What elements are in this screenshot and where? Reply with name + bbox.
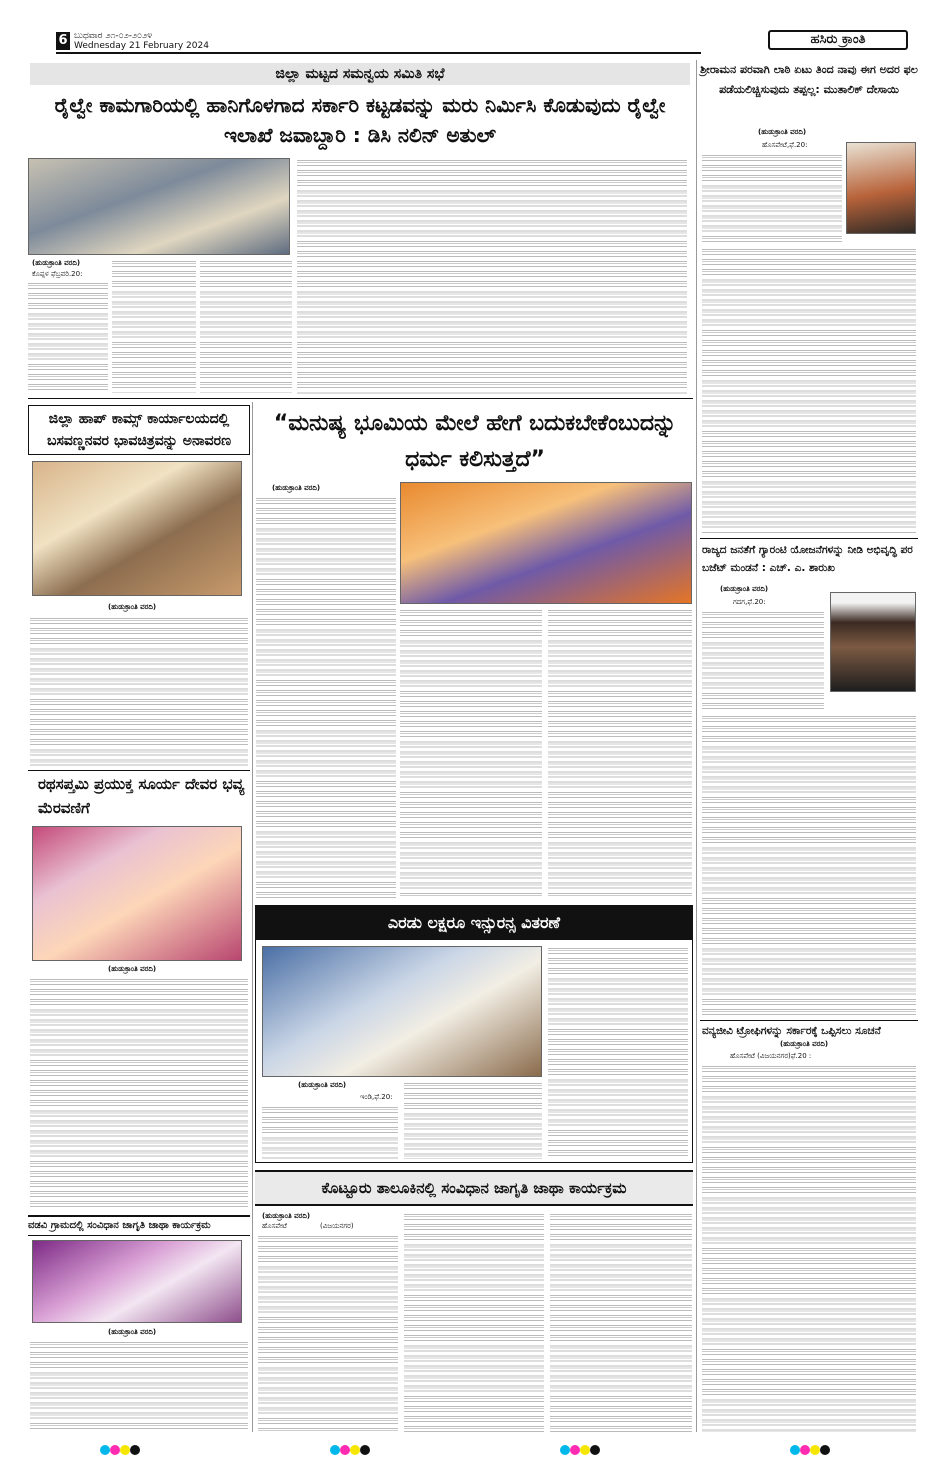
right-story1-dateline: ಹೊಸಪೇಟೆ,ಫೆ.20: <box>762 141 808 149</box>
hopcoms-photo <box>32 461 242 596</box>
lead-body-col1 <box>28 281 108 393</box>
lead-photo-meeting <box>28 158 290 255</box>
dharma-body-col3 <box>548 608 692 898</box>
lead-body-upper <box>297 158 687 394</box>
right-story2-top-rule <box>700 538 918 539</box>
right-story1-body-upper <box>702 153 842 243</box>
dharma-photo-swamiji <box>400 482 692 604</box>
insurance-dateline: ಇಂಡಿ,ಫೆ.20: <box>360 1093 393 1101</box>
hopcoms-headline: ಜಿಲ್ಲಾ ಹಾಪ್ ಕಾಮ್ಸ್ ಕಾರ್ಯಾಲಯದಲ್ಲಿ ಬಸವಣ್ಣನವರ ಭಾವಚಿತ್ರವನ್ನು ಅನಾವರಣ <box>28 405 250 455</box>
left-column-divider <box>252 402 253 1432</box>
insurance-photo-cheque <box>262 946 542 1077</box>
registration-marks-1 <box>100 1440 140 1459</box>
lead-byline: (ಹುಡುಕ್ರಾಂತಿ ವರದಿ) <box>32 259 81 267</box>
date-english: Wednesday 21 February 2024 <box>74 41 209 51</box>
vadavi-photo <box>32 1240 242 1323</box>
page-number: 6 <box>56 32 70 50</box>
kottur-dateline: ಹೊಸಪೇಟೆ <box>262 1222 287 1230</box>
insurance-body-col2 <box>404 1081 542 1159</box>
right-story1-headline: ಶ್ರೀರಾಮನ ಪರವಾಗಿ ಲಾಠಿ ಏಟು ತಿಂದ ನಾವು ಈಗ ಅದರ ಫಲ ಪಡೆಯಲಿಚ್ಚಿಸುವುದು ತಪ್ಪಲ್ಲ: ಮುತಾಲಿಕ್ ದೇಸಾಯಿ <box>700 63 918 96</box>
right-story1-photo <box>846 142 916 234</box>
rath-photo <box>32 826 242 961</box>
right-story2-body-upper <box>702 610 824 710</box>
header-rule <box>56 52 701 54</box>
kottur-byline: (ಹುಡುಕ್ರಾಂತಿ ವರದಿ) <box>262 1212 311 1220</box>
kottur-dateline-district: (ವಿಜಯನಗರ) <box>320 1222 354 1230</box>
rath-top-rule <box>28 770 250 771</box>
right-column-divider <box>696 60 697 1432</box>
right-story3-dateline: ಹೊಸಪೇಟೆ (ವಿಜಯನಗರ)ಫೆ.20 : <box>730 1052 812 1060</box>
issue-date <box>74 31 209 51</box>
right-story3-top-rule <box>700 1020 918 1021</box>
kottur-body-col3 <box>550 1212 692 1432</box>
registration-marks-3 <box>560 1440 600 1459</box>
insurance-byline: (ಹುಡುಕ್ರಾಂತಿ ವರದಿ) <box>298 1081 347 1089</box>
kottur-headline: ಕೊಟ್ಟೂರು ತಾಲೂಕಿನಲ್ಲಿ ಸಂವಿಧಾನ ಜಾಗೃತಿ ಜಾಥಾ ಕಾರ್ಯಕ್ರಮ <box>255 1170 693 1206</box>
right-story3-headline: ವನ್ಯಜೀವಿ ಟ್ರೋಫಿಗಳನ್ನು ಸರ್ಕಾರಕ್ಕೆ ಒಪ್ಪಿಸಲು ಸೂಚನೆ <box>702 1025 881 1037</box>
right-story2-photo-portrait <box>830 592 916 692</box>
right-story2-dateline: ಗದಗ,ಫೆ.20: <box>733 598 766 606</box>
kottur-body-col1 <box>258 1234 398 1432</box>
dharma-byline: (ಹುಡುಕ್ರಾಂತಿ ವರದಿ) <box>272 484 321 492</box>
rath-body <box>30 977 248 1211</box>
right-story2-byline: (ಹುಡುಕ್ರಾಂತಿ ವರದಿ) <box>720 585 769 593</box>
lead-headline: ರೈಲ್ವೇ ಕಾಮಗಾರಿಯಲ್ಲಿ ಹಾನಿಗೊಳಗಾದ ಸರ್ಕಾರಿ ಕಟ್ಟಡವನ್ನು ಮರು ನಿರ್ಮಿಸಿ ಕೊಡುವುದು ರೈಲ್ವೇ ಇಲಾಖೆ ಜವಾಬ್ದಾರಿ : ಡಿಸಿ ನಲಿನ್ ಅತುಲ್ <box>54 93 666 147</box>
dharma-headline: “ಮನುಷ್ಯ ಭೂಮಿಯ ಮೇಲೆ ಹೇಗೆ ಬದುಕಬೇಕೆಂಬುದನ್ನು ಧರ್ಮ ಕಲಿಸುತ್ತದೆ” <box>273 411 677 472</box>
insurance-body-col1 <box>262 1105 398 1159</box>
right-story2-body-lower <box>702 714 916 1016</box>
vadavi-byline: (ಹುಡುಕ್ರಾಂತಿ ವರದಿ) <box>108 1328 157 1336</box>
insurance-body-col3 <box>548 946 688 1159</box>
hopcoms-byline: (ಹುಡುಕ್ರಾಂತಿ ವರದಿ) <box>108 603 157 611</box>
registration-marks-2 <box>330 1440 370 1459</box>
dharma-body-col2 <box>400 608 542 898</box>
rath-headline: ರಥಸಪ್ತಮಿ ಪ್ರಯುಕ್ತ ಸೂರ್ಯ ದೇವರ ಭವ್ಯ ಮೆರವಣಿಗೆ <box>38 775 245 817</box>
right-story1-body-lower <box>702 247 916 533</box>
lead-kicker: ಜಿಲ್ಲಾ ಮಟ್ಟದ ಸಮನ್ವಯ ಸಮಿತಿ ಸಭೆ <box>30 63 690 85</box>
lead-body-col2 <box>112 259 196 393</box>
masthead: ಹಸಿರು ಕ್ರಾಂತಿ <box>768 30 908 50</box>
vadavi-body <box>30 1340 248 1432</box>
registration-marks-4 <box>790 1440 830 1459</box>
right-story3-body <box>702 1064 916 1432</box>
hopcoms-body <box>30 616 248 766</box>
rath-byline: (ಹುಡುಕ್ರಾಂತಿ ವರದಿ) <box>108 965 157 973</box>
insurance-headline: ಎರಡು ಲಕ್ಷರೂ ಇನ್ಸುರನ್ಸ ವಿತರಣೆ <box>256 906 692 940</box>
vadavi-headline: ವಡವಿ ಗ್ರಾಮದಲ್ಲಿ ಸಂವಿಧಾನ ಜಾಗೃತಿ ಜಾಥಾ ಕಾರ್ಯಕ್ರಮ <box>28 1215 250 1236</box>
date-local: ಬುಧವಾರ ೨೧-೦೨-೨೦೨೪ <box>74 31 153 41</box>
lead-bottom-rule <box>28 398 693 399</box>
kottur-body-col2 <box>404 1212 544 1432</box>
right-story1-byline: (ಹುಡುಕ್ರಾಂತಿ ವರದಿ) <box>758 128 807 136</box>
lead-dateline: ಕೊಪ್ಪಳ ಫೆಬ್ರವರಿ.20: <box>32 270 83 278</box>
right-story3-byline: (ಹುಡುಕ್ರಾಂತಿ ವರದಿ) <box>780 1040 829 1048</box>
right-story2-headline: ರಾಜ್ಯದ ಜನತೆಗೆ ಗ್ಯಾರಂಟಿ ಯೋಜನೆಗಳನ್ನು ನೀಡಿ ಅಭಿವೃದ್ಧಿ ಪರ ಬಜೆಟ್ ಮಂಡನೆ : ಎಚ್. ಎ. ಶಾರುಖ <box>702 544 913 574</box>
dharma-body-col1 <box>256 496 396 898</box>
lead-body-col3 <box>200 259 292 393</box>
